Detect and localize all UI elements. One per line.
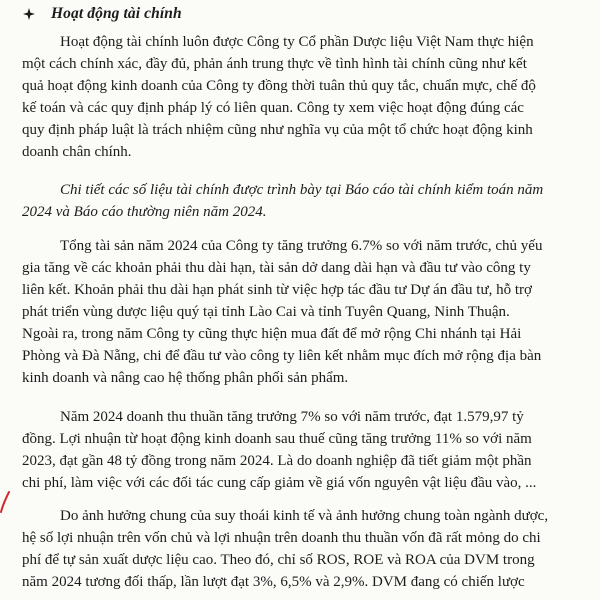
paragraph-line: 2024 và Báo cáo thường niên năm 2024. [22,204,267,220]
paragraph-line: Chi tiết các số liệu tài chính được trình bày tại Báo cáo tài chính kiểm toán năm [60,182,544,198]
section-heading-row [23,3,182,25]
paragraph-line: Năm 2024 doanh thu thuần tăng trưởng 7% so với năm trước, đạt 1.579,97 tỷ [60,409,524,425]
paragraph-line: đồng. Lợi nhuận từ hoạt động kinh doanh sau thuế cũng tăng trưởng 11% so với năm [22,431,532,447]
diamond-bullet-icon [23,8,35,20]
paragraph-line: Tổng tài sản năm 2024 của Công ty tăng trưởng 6.7% so với năm trước, chủ yếu [60,238,543,254]
paragraph-line: Hoạt động tài chính luôn được Công ty Cổ phần Dược liệu Việt Nam thực hiện [60,34,534,50]
paragraph-line: hệ số lợi nhuận trên vốn chủ và lợi nhuận trên doanh thu thuần vốn đã rất mỏng do chi [22,530,541,546]
paragraph-line: Do ảnh hưởng chung của suy thoái kinh tế và ảnh hưởng chung toàn ngành dược, [60,508,549,524]
paragraph-line: 2023, đạt gần 48 tỷ đồng trong năm 2024. Là do doanh nghiệp đã tiết giảm một phần [22,453,532,469]
paragraph-line: kế toán và các quy định pháp lý có liên quan. Công ty xem việc hoạt động đúng các [22,100,524,116]
paragraph-line: chi phí, làm việc với các đối tác cung cấp giảm về giá vốn nguyên vật liệu đầu vào, ... [22,475,537,491]
paragraph-line: gia tăng về các khoản phải thu dài hạn, tài sản dở dang dài hạn và đầu tư vào công ty [22,260,531,276]
paragraph-line: phí để tự sản xuất dược liệu cao. Theo đó, chỉ số ROS, ROE và ROA của DVM trong [22,552,535,568]
paragraph-line: Phòng và Đà Nẵng, chi để đầu tư vào công ty liên kết nhằm mục đích mở rộng địa bàn [22,348,542,364]
section-heading: Hoạt động tài chính [51,5,182,22]
red-pen-mark [0,490,14,529]
paragraph-line: một cách chính xác, đầy đủ, phản ánh trung thực về tình hình tài chính cũng như kết [22,56,527,72]
paragraph-line: năm 2024 tương đối thấp, lần lượt đạt 3%, 6,5% và 2,9%. DVM đang có chiến lược [22,574,525,590]
paragraph-line: Ngoài ra, trong năm Công ty cũng thực hiện mua đất để mở rộng Chi nhánh tại Hải [22,326,522,342]
paragraph-line: liên kết. Khoản phải thu dài hạn phát sinh từ việc hợp tác đầu tư Dự án đầu tư, hỗ trợ [22,282,532,298]
paragraph-line: doanh chân chính. [22,144,132,160]
paragraph-line: kinh doanh và nâng cao hệ thống phân phối sản phẩm. [22,370,349,386]
paragraph-line: phát triển vùng dược liệu quý tại tỉnh Lào Cai và tỉnh Tuyên Quang, Ninh Thuận. [22,304,510,320]
paragraph-line: quả hoạt động kinh doanh của Công ty đồng thời tuân thủ quy tắc, chuẩn mực, chế độ [22,78,536,94]
paragraph-line: quy định pháp luật là trách nhiệm cũng như nghĩa vụ của một tổ chức hoạt động kinh [22,122,533,138]
